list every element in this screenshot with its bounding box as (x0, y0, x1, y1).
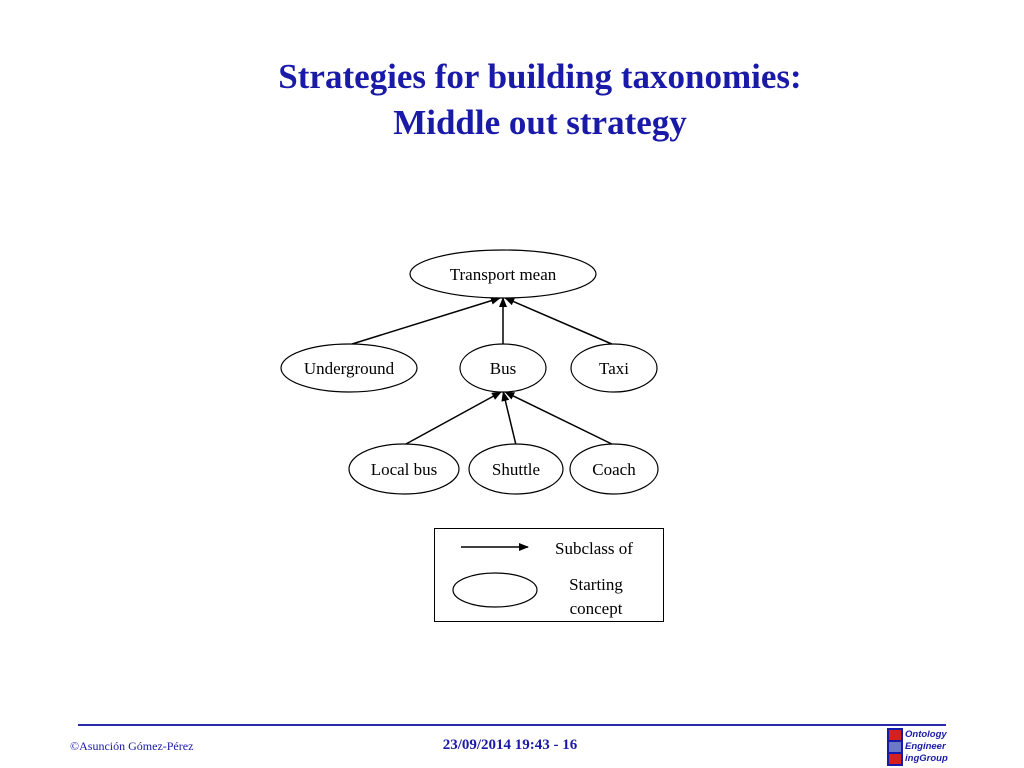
legend-starting-concept-label (550, 573, 642, 621)
footer-author: ©Asunción Gómez-Pérez (70, 739, 194, 753)
node-transport-mean (410, 250, 596, 298)
edge-taxi-to-transport-mean (505, 298, 612, 344)
edge-coach-to-bus (505, 392, 612, 444)
slide-title-line2: Middle out strategy (393, 103, 687, 142)
slide-title-line1: Strategies for building taxonomies: (278, 57, 802, 96)
node-transport-mean-label: Transport mean (449, 265, 557, 284)
node-coach-label: Coach (592, 460, 636, 479)
node-underground-label: Underground (303, 359, 395, 378)
node-bus (460, 344, 546, 392)
node-bus-label: Bus (489, 359, 517, 378)
node-taxi (571, 344, 657, 392)
node-local-bus-label: Local bus (370, 460, 438, 479)
edge-local-bus-to-bus (406, 392, 501, 444)
oeg-logo-text (905, 729, 948, 765)
oeg-logo-mark-icon (887, 728, 903, 766)
edge-underground-to-transport-mean (352, 298, 500, 344)
node-coach (570, 444, 658, 494)
legend-starting-line1: Starting (569, 575, 623, 594)
edge-shuttle-to-bus (503, 392, 515, 444)
oeg-logo-line2: Engineer (905, 741, 946, 752)
node-shuttle (469, 444, 563, 494)
footer-divider (78, 724, 946, 726)
node-local-bus (349, 444, 459, 494)
node-shuttle-label: Shuttle (491, 460, 541, 479)
footer-date-page: 23/09/2014 19:43 - 16 (442, 737, 578, 753)
node-underground (281, 344, 417, 392)
oeg-logo-line1: Ontology (905, 729, 947, 740)
legend-starting-line2: concept (569, 599, 623, 618)
node-taxi-label: Taxi (599, 359, 629, 378)
nodes-layer (281, 250, 658, 494)
legend-subclass-label: Subclass of (555, 539, 633, 558)
oeg-logo (887, 728, 949, 766)
oeg-logo-line3: ingGroup (905, 753, 948, 764)
